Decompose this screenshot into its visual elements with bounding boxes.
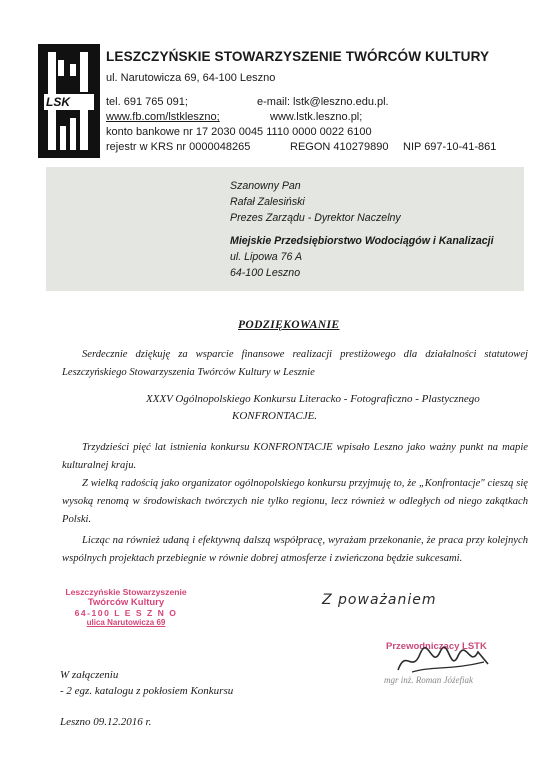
recipient-salutation: Szanowny Pan <box>230 180 301 192</box>
stamp-line-3: 64-100 L E S Z N O <box>74 608 178 618</box>
recipient-city: 64-100 Leszno <box>230 267 301 279</box>
organization-address: ul. Narutowicza 69, 64-100 Leszno <box>106 72 276 84</box>
website-link[interactable]: www.lstk.leszno.pl; <box>270 111 363 123</box>
krs-number: rejestr w KRS nr 0000048265 <box>106 141 251 153</box>
regon-number: REGON 410279890 <box>290 141 389 153</box>
bank-account: konto bankowe nr 17 2030 0045 1110 0000 0022 6100 <box>106 126 372 138</box>
stamp-line-4: ulica Narutowicza 69 <box>86 618 166 627</box>
phone: tel. 691 765 091; <box>106 96 188 108</box>
paragraph-cooperation: Licząc na również udaną i efektywną dalszą współpracę, wyrażam przekonanie, że praca przy kolejnych wspólnych projektach przebiegnie w równie dobrej atmosferze i zwieńczona będzie sukcesami. <box>62 535 528 564</box>
signature-stamp-name: mgr inż. Roman Jóźefiak <box>384 675 473 685</box>
paragraph-thanks: Serdecznie dziękuję za wsparcie finansowe realizacji prestiżowego dla działalności statutowej Leszczyńskiego Stowarzyszenia Twórców Kultury w Lesznie <box>62 349 528 378</box>
recipient-position: Prezes Zarządu - Dyrektor Naczelny <box>230 212 401 224</box>
stamp-line-1: Leszczyńskie Stowarzyszenie <box>65 587 187 597</box>
paragraph-anniversary: Trzydzieści pięć lat istnienia konkursu KONFRONTACJE wpisało Leszno jako ważny punkt na mapie kulturalnej kraju. <box>62 442 528 471</box>
paragraph-renown: Z wielką radością jako organizator ogólnopolskiego konkursu przyjmuję to, że „Konfrontacje" cieszą się wysoką renomą w środowiskach twórczych nie tylko regionu, lecz również w odległych od niego zakątkach Polski. <box>62 478 528 525</box>
organization-stamp <box>64 587 188 627</box>
place-date: Leszno 09.12.2016 r. <box>60 716 152 728</box>
recipient-company: Miejskie Przedsiębiorstwo Wodociągów i Kanalizacji <box>230 235 494 247</box>
nip-number: NIP 697-10-41-861 <box>403 141 497 153</box>
facebook-link[interactable]: www.fb.com/lstkleszno; <box>106 111 220 123</box>
contest-title: KONFRONTACJE. <box>232 410 318 422</box>
email: e-mail: lstk@leszno.edu.pl. <box>257 96 389 108</box>
contest-name: XXXV Ogólnopolskiego Konkursu Literacko - Fotograficzno - Plastycznego <box>146 393 480 405</box>
attachment-item: - 2 egz. katalogu z pokłosiem Konkursu <box>60 685 234 697</box>
recipient-street: ul. Lipowa 76 A <box>230 251 303 263</box>
lstk-logo <box>38 44 100 158</box>
recipient-name: Rafał Zalesiński <box>230 196 305 208</box>
organization-name: LESZCZYŃSKIE STOWARZYSZENIE TWÓRCÓW KULTURY <box>106 49 490 64</box>
logo-text: LSK <box>46 95 70 109</box>
attachments-label: W załączeniu <box>60 669 119 681</box>
signature-stamp-title: Przewodniczący LSTK <box>386 641 487 652</box>
stamp-line-2: Twórców Kultury <box>87 597 165 608</box>
letter-heading: PODZIĘKOWANIE <box>238 319 340 331</box>
closing-regards: Z poważaniem <box>322 592 437 608</box>
